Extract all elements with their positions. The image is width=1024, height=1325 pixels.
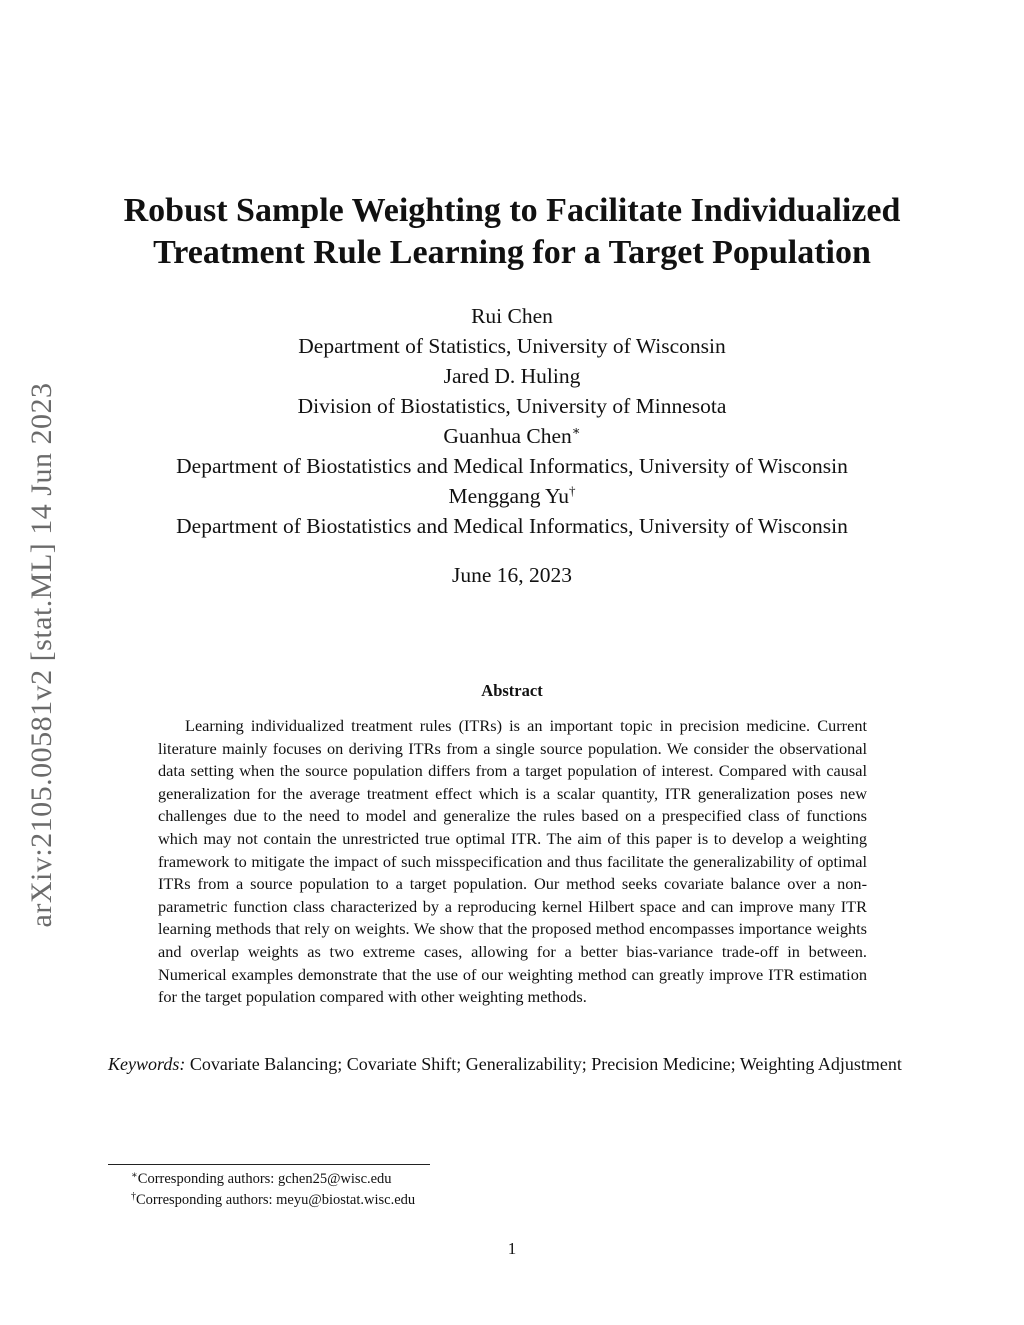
paper-title-line-1: Robust Sample Weighting to Facilitate Individualized (123, 192, 901, 229)
author-name: Guanhua Chen∗ (443, 423, 581, 448)
keywords (108, 1052, 916, 1077)
publication-date: June 16, 2023 (451, 563, 573, 587)
author-name: Rui Chen (471, 304, 553, 328)
paper-title (0, 190, 1024, 274)
author-name: Jared D. Huling (443, 364, 581, 388)
abstract-body (158, 715, 867, 1009)
author-affiliation: Division of Biostatistics, University of Minnesota (297, 394, 727, 418)
keywords-text: Covariate Balancing; Covariate Shift; Generalizability; Precision Medicine; Weighting Adjustment (189, 1054, 902, 1074)
footnote: ∗Corresponding authors: gchen25@wisc.edu (131, 1170, 392, 1187)
footnote: †Corresponding authors: meyu@biostat.wisc.edu (131, 1190, 416, 1208)
author-affiliation: Department of Biostatistics and Medical Informatics, University of Wisconsin (176, 454, 848, 478)
footnotes (131, 1169, 415, 1210)
page-number: 1 (507, 1239, 517, 1258)
author-name: Menggang Yu† (448, 483, 576, 508)
arxiv-stamp-text: arXiv:2105.00581v2 [stat.ML] 14 Jun 2023 (25, 382, 58, 928)
footnote-divider (108, 1164, 430, 1165)
author-affiliation: Department of Biostatistics and Medical Informatics, University of Wisconsin (176, 514, 848, 538)
paper-title-line-2: Treatment Rule Learning for a Target Population (153, 234, 871, 271)
abstract-heading: Abstract (481, 681, 543, 700)
keywords-label: Keywords: (108, 1054, 186, 1074)
abstract-text: Learning individualized treatment rules (ITRs) is an important topic in precision medicine. Current literature mainly focuses on deriving ITRs from a single source population. We consider the observational data setting when the source population differs from a target population of interest. Compared with causal generalization for the average treatment effect which is a scalar quantity, ITR generalization poses new challenges due to the need to model and generalize the rules based on a prespecified class of functions which may not contain the unrestricted true optimal ITR. The aim of this paper is to develop a weighting framework to mitigate the impact of such misspecification and thus facilitate the generalizability of optimal ITRs from a source population to a target population. Our method seeks covariate balance over a non-parametric function class characterized by a reproducing kernel Hilbert space and can improve many ITR learning methods that rely on weights. We show that the proposed method encompasses importance weights and overlap weights as two extreme cases, allowing for a better bias-variance trade-off in between. Numerical examples demonstrate that the use of our weighting method can greatly improve ITR estimation for the target population compared with other weighting methods. (158, 716, 867, 1007)
author-affiliation: Department of Statistics, University of Wisconsin (298, 334, 726, 358)
author-block (0, 301, 1024, 541)
